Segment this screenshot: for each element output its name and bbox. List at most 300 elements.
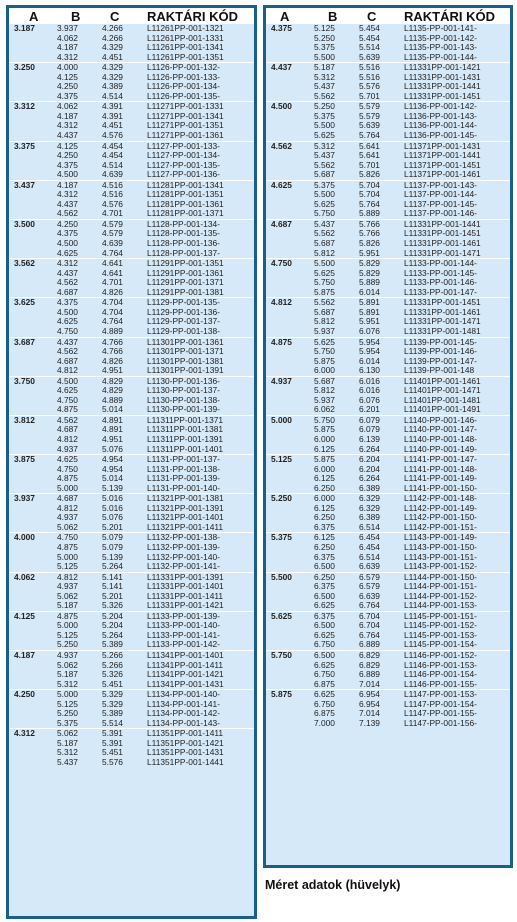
right-table-body bbox=[266, 24, 510, 728]
cell-b: 5.250 bbox=[57, 709, 78, 719]
cell-b: 5.187 bbox=[57, 601, 78, 611]
cell-b: 5.312 bbox=[314, 72, 335, 82]
table-row bbox=[266, 53, 510, 63]
cell-a: 3.437 bbox=[9, 180, 57, 190]
table-row bbox=[9, 748, 254, 758]
cell-b: 4.562 bbox=[57, 415, 102, 425]
table-row bbox=[266, 611, 510, 621]
cell-b: 5.125 bbox=[57, 699, 78, 709]
cell-c: 5.889 bbox=[359, 278, 380, 288]
table-row bbox=[9, 719, 254, 729]
cell-a bbox=[266, 278, 314, 288]
cell-b: 4.687 bbox=[57, 425, 78, 435]
table-row bbox=[266, 63, 510, 73]
cell-a bbox=[266, 317, 314, 327]
cell-a bbox=[9, 308, 57, 318]
cell-a bbox=[9, 53, 57, 63]
cell-a bbox=[9, 317, 57, 327]
header-c: C bbox=[359, 8, 404, 24]
cell-a bbox=[9, 592, 57, 602]
cell-kod: L11291PP-001-1361 bbox=[147, 268, 224, 278]
cell-b: 4.250 bbox=[57, 219, 102, 229]
cell-a bbox=[266, 640, 314, 650]
cell-a: 3.500 bbox=[9, 219, 57, 229]
cell-a bbox=[266, 592, 314, 602]
cell-b: 7.000 bbox=[314, 718, 335, 728]
cell-kod: L1127-PP-001-134- bbox=[147, 151, 220, 161]
cell-a bbox=[9, 513, 57, 523]
cell-b: 4.187 bbox=[57, 111, 78, 121]
cell-a bbox=[266, 513, 314, 523]
cell-a: 4.625 bbox=[266, 180, 314, 190]
cell-c: 5.014 bbox=[102, 405, 123, 415]
table-row bbox=[266, 719, 510, 729]
cell-c: 4.389 bbox=[102, 82, 123, 92]
cell-c: 6.014 bbox=[359, 356, 380, 366]
cell-b: 4.937 bbox=[57, 444, 78, 454]
cell-kod: L1145-PP-001-152- bbox=[404, 621, 477, 631]
cell-kod: L1133-PP-001-141- bbox=[147, 630, 220, 640]
cell-c: 4.829 bbox=[102, 386, 123, 396]
cell-kod: L1132-PP-001-141- bbox=[147, 562, 220, 572]
cell-c: 6.889 bbox=[359, 640, 380, 650]
cell-c: 6.204 bbox=[359, 455, 404, 465]
cell-c: 4.454 bbox=[102, 141, 147, 151]
cell-c: 6.704 bbox=[359, 611, 404, 621]
table-row bbox=[9, 523, 254, 533]
cell-a bbox=[9, 758, 57, 768]
cell-b: 5.375 bbox=[57, 718, 78, 728]
cell-b: 5.062 bbox=[57, 729, 102, 739]
cell-b: 4.500 bbox=[57, 239, 78, 249]
cell-kod: L1130-PP-001-138- bbox=[147, 395, 220, 405]
cell-c: 6.389 bbox=[359, 513, 380, 523]
cell-b: 4.437 bbox=[57, 131, 78, 141]
table-row bbox=[9, 631, 254, 641]
cell-c: 6.076 bbox=[359, 326, 380, 336]
cell-a bbox=[266, 405, 314, 415]
cell-kod: L11281PP-001-1361 bbox=[147, 199, 224, 209]
cell-c: 4.576 bbox=[102, 199, 123, 209]
cell-a bbox=[266, 239, 314, 249]
cell-b: 5.312 bbox=[57, 748, 78, 758]
table-row bbox=[266, 405, 510, 415]
cell-b: 4.437 bbox=[57, 199, 78, 209]
cell-c: 4.391 bbox=[102, 111, 123, 121]
cell-kod: L11261PP-001-1351 bbox=[147, 52, 224, 62]
cell-b: 4.687 bbox=[57, 287, 78, 297]
cell-b: 5.875 bbox=[314, 287, 335, 297]
cell-a bbox=[266, 269, 314, 279]
cell-c: 5.704 bbox=[359, 190, 380, 200]
table-row bbox=[9, 34, 254, 44]
cell-c: 5.454 bbox=[359, 33, 380, 43]
cell-kod: L1136-PP-001-142- bbox=[404, 102, 510, 112]
cell-c: 6.139 bbox=[359, 434, 380, 444]
cell-b: 4.625 bbox=[57, 248, 78, 258]
cell-b: 6.375 bbox=[314, 522, 335, 532]
cell-a: 3.937 bbox=[9, 494, 57, 504]
cell-c: 5.201 bbox=[102, 591, 123, 601]
cell-a bbox=[9, 151, 57, 161]
cell-c: 6.639 bbox=[359, 591, 380, 601]
cell-a bbox=[9, 278, 57, 288]
cell-kod: L11401PP-001-1481 bbox=[404, 395, 481, 405]
cell-kod: L1136-PP-001-145- bbox=[404, 131, 477, 141]
cell-c: 6.514 bbox=[359, 522, 380, 532]
cell-a: 4.750 bbox=[266, 259, 314, 269]
cell-kod: L11331PP-001-1411 bbox=[147, 591, 224, 601]
table-row bbox=[9, 73, 254, 83]
cell-kod: L11321PP-001-1411 bbox=[147, 522, 224, 532]
cell-b: 6.125 bbox=[314, 503, 335, 513]
cell-c: 6.514 bbox=[359, 552, 380, 562]
cell-c: 4.701 bbox=[102, 209, 123, 219]
table-row bbox=[266, 455, 510, 465]
cell-b: 4.312 bbox=[57, 121, 78, 131]
cell-kod: L1126-PP-001-132- bbox=[147, 63, 254, 73]
cell-kod: L1126-PP-001-135- bbox=[147, 91, 220, 101]
cell-b: 4.625 bbox=[57, 317, 78, 327]
cell-a bbox=[266, 229, 314, 239]
cell-b: 5.687 bbox=[314, 376, 359, 386]
cell-a: 4.812 bbox=[266, 298, 314, 308]
cell-b: 5.625 bbox=[314, 131, 335, 141]
cell-b: 5.500 bbox=[314, 190, 335, 200]
cell-a bbox=[9, 435, 57, 445]
cell-a bbox=[9, 288, 57, 298]
table-row bbox=[9, 308, 254, 318]
cell-kod: L1132-PP-001-138- bbox=[147, 533, 254, 543]
cell-a: 5.375 bbox=[266, 533, 314, 543]
cell-c: 5.141 bbox=[102, 582, 123, 592]
cell-kod: L11301PP-001-1361 bbox=[147, 337, 254, 347]
cell-a bbox=[266, 73, 314, 83]
cell-a bbox=[266, 425, 314, 435]
table-row bbox=[266, 445, 510, 455]
table-row bbox=[266, 219, 510, 229]
cell-a bbox=[9, 170, 57, 180]
cell-c: 6.079 bbox=[359, 425, 380, 435]
table-row bbox=[266, 327, 510, 337]
cell-c: 5.016 bbox=[102, 494, 147, 504]
cell-a: 3.750 bbox=[9, 376, 57, 386]
cell-c: 6.704 bbox=[359, 621, 380, 631]
cell-a bbox=[9, 239, 57, 249]
table-row bbox=[9, 465, 254, 475]
table-row bbox=[9, 249, 254, 259]
cell-a bbox=[266, 249, 314, 259]
table-row bbox=[266, 670, 510, 680]
table-row bbox=[266, 376, 510, 386]
cell-b: 6.625 bbox=[314, 660, 335, 670]
table-row bbox=[266, 121, 510, 131]
cell-b: 4.250 bbox=[57, 82, 78, 92]
cell-b: 5.875 bbox=[314, 425, 335, 435]
table-row bbox=[9, 562, 254, 572]
table-row bbox=[266, 259, 510, 269]
table-row bbox=[9, 651, 254, 661]
cell-a: 3.625 bbox=[9, 298, 57, 308]
cell-b: 5.437 bbox=[314, 82, 335, 92]
table-row bbox=[9, 572, 254, 582]
table-row bbox=[9, 709, 254, 719]
table-row bbox=[266, 582, 510, 592]
cell-b: 4.437 bbox=[57, 337, 102, 347]
cell-a bbox=[266, 308, 314, 318]
cell-kod: L1132-PP-001-140- bbox=[147, 552, 220, 562]
table-row bbox=[266, 533, 510, 543]
cell-a bbox=[9, 92, 57, 102]
cell-kod: L11281PP-001-1341 bbox=[147, 180, 254, 190]
cell-a bbox=[266, 543, 314, 553]
cell-a bbox=[9, 386, 57, 396]
cell-kod: L1136-PP-001-143- bbox=[404, 111, 477, 121]
cell-kod: L1129-PP-001-137- bbox=[147, 317, 220, 327]
cell-b: 5.937 bbox=[314, 395, 335, 405]
cell-b: 6.000 bbox=[314, 366, 335, 376]
cell-kod: L11341PP-001-1401 bbox=[147, 651, 254, 661]
cell-kod: L11331PP-001-1431 bbox=[404, 72, 481, 82]
cell-c: 6.889 bbox=[359, 670, 380, 680]
cell-c: 4.766 bbox=[102, 347, 123, 357]
cell-c: 5.766 bbox=[359, 219, 404, 229]
cell-a: 4.000 bbox=[9, 533, 57, 543]
cell-b: 6.500 bbox=[314, 621, 335, 631]
cell-c: 5.329 bbox=[102, 699, 123, 709]
table-row bbox=[266, 690, 510, 700]
cell-kod: L1130-PP-001-137- bbox=[147, 386, 220, 396]
cell-c: 6.329 bbox=[359, 503, 380, 513]
cell-a: 4.125 bbox=[9, 611, 57, 621]
cell-kod: L1147-PP-001-154- bbox=[404, 699, 477, 709]
cell-c: 4.579 bbox=[102, 229, 123, 239]
cell-a bbox=[9, 709, 57, 719]
cell-kod: L1143-PP-001-149- bbox=[404, 533, 510, 543]
cell-b: 5.375 bbox=[314, 111, 335, 121]
cell-kod: L1134-PP-001-142- bbox=[147, 709, 220, 719]
cell-c: 4.954 bbox=[102, 464, 123, 474]
cell-b: 4.750 bbox=[57, 533, 102, 543]
cell-a bbox=[9, 425, 57, 435]
cell-c: 4.829 bbox=[102, 376, 147, 386]
cell-kod: L1136-PP-001-144- bbox=[404, 121, 477, 131]
table-row bbox=[9, 112, 254, 122]
table-row bbox=[266, 170, 510, 180]
cell-kod: L1126-PP-001-133- bbox=[147, 72, 220, 82]
cell-kod: L1142-PP-001-151- bbox=[404, 522, 477, 532]
table-row bbox=[266, 631, 510, 641]
table-row bbox=[266, 161, 510, 171]
cell-b: 5.062 bbox=[57, 591, 78, 601]
cell-c: 5.264 bbox=[102, 562, 123, 572]
cell-a bbox=[9, 121, 57, 131]
cell-b: 4.312 bbox=[57, 259, 102, 269]
cell-a: 5.125 bbox=[266, 455, 314, 465]
cell-c: 6.579 bbox=[359, 582, 380, 592]
cell-b: 4.562 bbox=[57, 278, 78, 288]
cell-b: 5.562 bbox=[314, 229, 335, 239]
cell-c: 5.201 bbox=[102, 522, 123, 532]
cell-a bbox=[9, 347, 57, 357]
cell-c: 5.951 bbox=[359, 248, 380, 258]
cell-kod: L11401PP-001-1461 bbox=[404, 376, 510, 386]
cell-kod: L11271PP-001-1361 bbox=[147, 131, 224, 141]
cell-b: 5.437 bbox=[314, 219, 359, 229]
cell-b: 4.812 bbox=[57, 366, 78, 376]
cell-kod: L11301PP-001-1371 bbox=[147, 347, 224, 357]
cell-c: 5.639 bbox=[359, 52, 380, 62]
cell-kod: L11271PP-001-1351 bbox=[147, 121, 224, 131]
cell-a bbox=[266, 396, 314, 406]
cell-kod: L11341PP-001-1431 bbox=[147, 679, 224, 689]
cell-a: 3.562 bbox=[9, 259, 57, 269]
table-row bbox=[266, 200, 510, 210]
cell-b: 6.250 bbox=[314, 572, 359, 582]
cell-a bbox=[9, 82, 57, 92]
cell-c: 5.516 bbox=[359, 72, 380, 82]
cell-b: 5.000 bbox=[57, 552, 78, 562]
cell-c: 4.826 bbox=[102, 356, 123, 366]
cell-c: 5.451 bbox=[102, 748, 123, 758]
table-row bbox=[266, 484, 510, 494]
cell-b: 5.750 bbox=[314, 209, 335, 219]
cell-kod: L1144-PP-001-152- bbox=[404, 591, 477, 601]
cell-a: 4.062 bbox=[9, 572, 57, 582]
cell-c: 5.826 bbox=[359, 170, 380, 180]
table-row bbox=[9, 219, 254, 229]
cell-kod: L1139-PP-001-148 bbox=[404, 366, 475, 376]
cell-kod: L1139-PP-001-145- bbox=[404, 337, 510, 347]
cell-kod: L1147-PP-001-156- bbox=[404, 718, 477, 728]
table-row bbox=[9, 337, 254, 347]
cell-kod: L11371PP-001-1451 bbox=[404, 160, 481, 170]
cell-c: 5.079 bbox=[102, 533, 147, 543]
cell-kod: L1139-PP-001-147- bbox=[404, 356, 477, 366]
cell-b: 4.187 bbox=[57, 43, 78, 53]
table-row bbox=[266, 651, 510, 661]
cell-c: 5.326 bbox=[102, 670, 123, 680]
table-row bbox=[9, 601, 254, 611]
cell-kod: L11351PP-001-1441 bbox=[147, 758, 224, 768]
cell-b: 4.375 bbox=[57, 160, 78, 170]
cell-b: 5.687 bbox=[314, 307, 335, 317]
table-row bbox=[266, 396, 510, 406]
left-size-table bbox=[6, 5, 257, 919]
cell-b: 4.312 bbox=[57, 190, 78, 200]
cell-kod: L1134-PP-001-141- bbox=[147, 699, 220, 709]
cell-kod: L1135-PP-001-142- bbox=[404, 33, 477, 43]
table-row bbox=[266, 278, 510, 288]
cell-b: 4.687 bbox=[57, 356, 78, 366]
cell-b: 6.375 bbox=[314, 611, 359, 621]
cell-b: 4.312 bbox=[57, 52, 78, 62]
header-a: A bbox=[9, 8, 57, 24]
cell-a: 5.875 bbox=[266, 690, 314, 700]
cell-kod: L1137-PP-001-143- bbox=[404, 180, 510, 190]
cell-b: 5.812 bbox=[314, 317, 335, 327]
cell-a bbox=[9, 34, 57, 44]
cell-kod: L11311PP-001-1381 bbox=[147, 425, 224, 435]
cell-c: 4.701 bbox=[102, 278, 123, 288]
cell-c: 4.704 bbox=[102, 307, 123, 317]
cell-c: 4.391 bbox=[102, 102, 147, 112]
cell-kod: L1143-PP-001-150- bbox=[404, 542, 477, 552]
cell-b: 5.750 bbox=[314, 347, 335, 357]
cell-kod: L11281PP-001-1351 bbox=[147, 190, 224, 200]
cell-kod: L11331PP-001-1451 bbox=[404, 229, 481, 239]
cell-c: 5.826 bbox=[359, 239, 380, 249]
cell-kod: L1144-PP-001-151- bbox=[404, 582, 477, 592]
table-row bbox=[266, 700, 510, 710]
cell-a: 4.375 bbox=[271, 24, 292, 33]
cell-b: 6.500 bbox=[314, 591, 335, 601]
table-row bbox=[266, 151, 510, 161]
table-row bbox=[9, 347, 254, 357]
cell-kod: L1146-PP-001-155- bbox=[404, 679, 477, 689]
cell-a bbox=[9, 553, 57, 563]
cell-a: 5.000 bbox=[266, 415, 314, 425]
cell-b: 5.312 bbox=[314, 141, 359, 151]
cell-c: 5.329 bbox=[102, 690, 147, 700]
table-row bbox=[266, 543, 510, 553]
cell-a bbox=[9, 661, 57, 671]
table-row bbox=[266, 465, 510, 475]
cell-kod: L1142-PP-001-148- bbox=[404, 494, 510, 504]
cell-b: 5.687 bbox=[314, 170, 335, 180]
cell-a bbox=[9, 631, 57, 641]
table-row bbox=[9, 758, 254, 768]
table-row bbox=[266, 102, 510, 112]
cell-kod: L1131-PP-001-139- bbox=[147, 474, 220, 484]
cell-b: 4.375 bbox=[57, 298, 102, 308]
cell-a bbox=[9, 405, 57, 415]
cell-b: 5.875 bbox=[314, 356, 335, 366]
cell-kod: L11331PP-001-1441 bbox=[404, 82, 481, 92]
table-row bbox=[266, 92, 510, 102]
table-row bbox=[266, 337, 510, 347]
cell-c: 4.639 bbox=[102, 170, 123, 180]
cell-kod: L11341PP-001-1421 bbox=[147, 670, 224, 680]
cell-c: 5.579 bbox=[359, 102, 404, 112]
cell-kod: L11271PP-001-1341 bbox=[147, 111, 224, 121]
header-b: B bbox=[57, 8, 102, 24]
cell-c: 4.329 bbox=[102, 63, 147, 73]
cell-kod: L1130-PP-001-139- bbox=[147, 405, 220, 415]
cell-kod: L1133-PP-001-140- bbox=[147, 621, 220, 631]
cell-c: 6.764 bbox=[359, 601, 380, 611]
cell-kod: L1135-PP-001-141- bbox=[404, 24, 477, 33]
cell-kod: L11331PP-001-1461 bbox=[404, 307, 481, 317]
table-row bbox=[9, 425, 254, 435]
cell-kod: L1142-PP-001-150- bbox=[404, 513, 477, 523]
cell-a: 4.250 bbox=[9, 690, 57, 700]
cell-a bbox=[266, 601, 314, 611]
cell-b: 4.687 bbox=[57, 494, 102, 504]
header-c: C bbox=[102, 8, 147, 24]
cell-a bbox=[266, 484, 314, 494]
table-row bbox=[266, 601, 510, 611]
cell-a bbox=[266, 121, 314, 131]
table-row bbox=[266, 82, 510, 92]
table-row bbox=[9, 445, 254, 455]
cell-c: 4.516 bbox=[102, 190, 123, 200]
cell-c: 4.704 bbox=[102, 298, 147, 308]
cell-c: 6.454 bbox=[359, 542, 380, 552]
cell-c: 4.766 bbox=[102, 337, 147, 347]
cell-c: 5.391 bbox=[102, 729, 147, 739]
cell-c: 5.454 bbox=[359, 24, 380, 33]
